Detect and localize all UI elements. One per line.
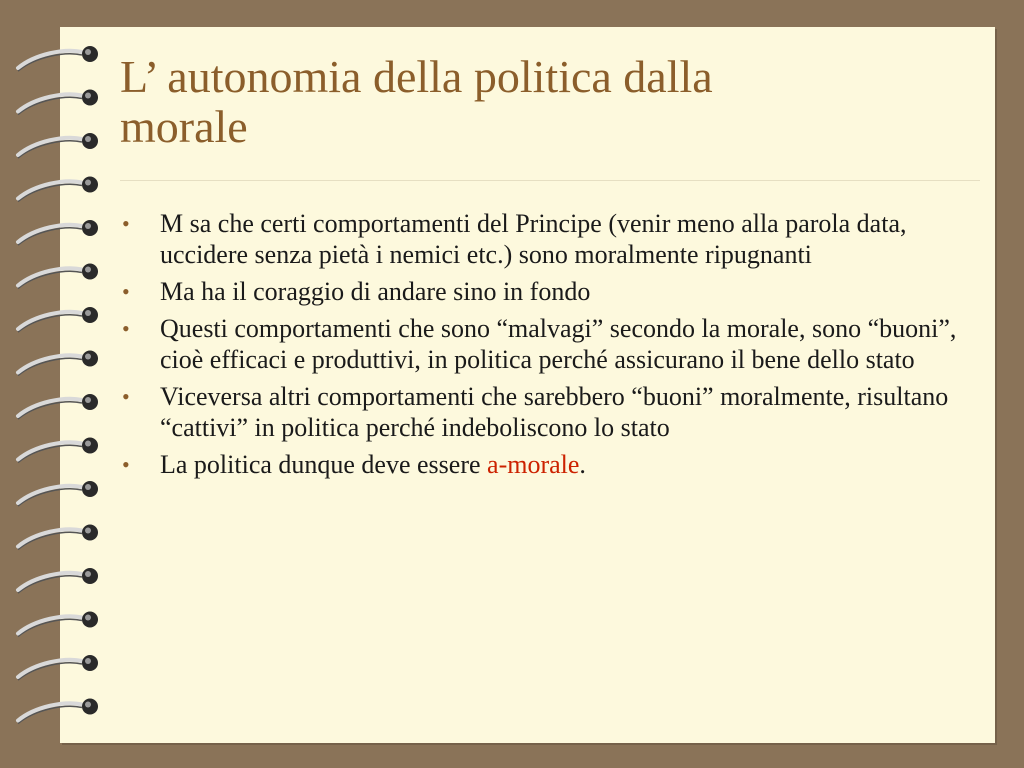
bullet-icon: • xyxy=(122,452,130,477)
bullet-icon: • xyxy=(122,211,130,236)
bullet-text-prefix: La politica dunque deve essere xyxy=(160,450,488,479)
bullet-text: Viceversa altri comportamenti che sarebbero “buoni” moralmente, risultano “cattivi” in politica perché indeboliscono lo stato xyxy=(160,382,949,442)
spiral-binding xyxy=(10,40,110,730)
title-line-2: morale xyxy=(120,101,248,152)
spiral-ring-icon xyxy=(18,438,98,463)
spiral-ring-icon xyxy=(18,220,98,245)
spiral-ring-icon xyxy=(18,264,98,289)
bullet-text: Ma ha il coraggio di andare sino in fondo xyxy=(160,277,591,306)
spiral-ring-icon xyxy=(18,46,98,71)
spiral-ring-icon xyxy=(18,133,98,158)
bullet-item xyxy=(120,381,980,443)
spiral-ring-icon xyxy=(18,612,98,637)
bullet-item xyxy=(120,313,980,375)
highlight-text: a-morale xyxy=(487,450,580,479)
spiral-ring-icon xyxy=(18,699,98,724)
bullet-text: M sa che certi comportamenti del Principe (venir meno alla parola data, uccidere senza pietà i nemici etc.) sono moralmente ripugnanti xyxy=(160,209,907,269)
bullet-icon: • xyxy=(122,316,130,341)
bullet-icon: • xyxy=(122,384,130,409)
bullet-text: Questi comportamenti che sono “malvagi” secondo la morale, sono “buoni”, cioè efficaci e produttivi, in politica perché assicurano il bene dello stato xyxy=(160,314,957,374)
slide-title xyxy=(120,52,980,152)
spiral-ring-icon xyxy=(18,177,98,202)
spiral-ring-icon xyxy=(18,351,98,376)
bullet-icon: • xyxy=(122,279,130,304)
title-divider xyxy=(120,180,980,181)
spiral-ring-icon xyxy=(18,655,98,680)
spiral-ring-icon xyxy=(18,90,98,115)
bullet-item xyxy=(120,208,980,270)
title-line-1: L’ autonomia della politica dalla xyxy=(120,51,713,102)
bullet-item xyxy=(120,449,980,480)
spiral-ring-icon xyxy=(18,307,98,332)
bullet-item xyxy=(120,276,980,307)
spiral-ring-icon xyxy=(18,481,98,506)
spiral-ring-icon xyxy=(18,394,98,419)
bullet-text-suffix: . xyxy=(579,450,586,479)
bullet-list xyxy=(120,208,980,486)
spiral-ring-icon xyxy=(18,525,98,550)
spiral-ring-icon xyxy=(18,568,98,593)
